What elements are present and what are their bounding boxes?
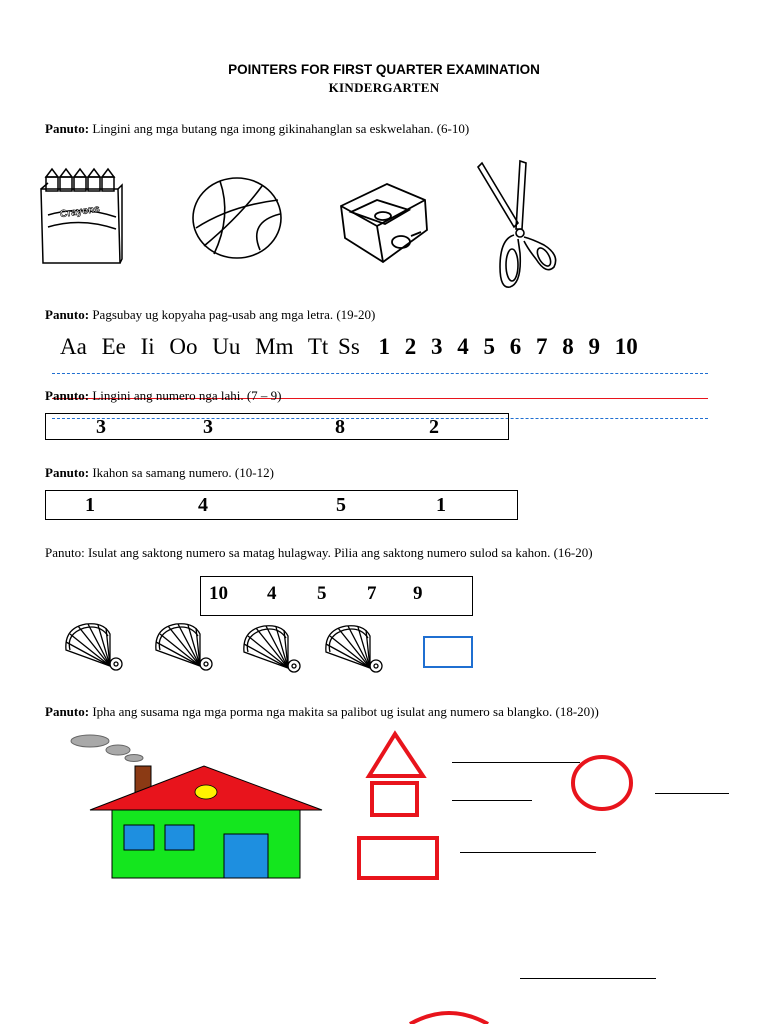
instruction-label: Panuto: xyxy=(45,465,90,480)
answer-blank[interactable] xyxy=(452,762,580,763)
rectangle-icon xyxy=(359,838,437,878)
fan-icon xyxy=(240,622,306,676)
number: 5 xyxy=(317,583,327,604)
instruction-label: Panuto: xyxy=(45,388,90,403)
crayons-box-icon xyxy=(36,163,126,267)
letter-row xyxy=(60,334,647,360)
fan-icon xyxy=(152,620,218,674)
instruction-label: Panuto: xyxy=(45,121,90,136)
number: 8 xyxy=(335,416,345,438)
page-subtitle: KINDERGARTEN xyxy=(328,80,440,95)
house-icon xyxy=(66,728,332,884)
instruction-text: Lingini ang mga butang nga imong gikinahanglan sa eskwelahan. (6-10) xyxy=(92,121,470,136)
page-title: POINTERS FOR FIRST QUARTER EXAMINATION xyxy=(228,62,540,77)
number-box-1 xyxy=(45,413,509,440)
answer-blank[interactable] xyxy=(520,978,656,979)
instruction-2 xyxy=(45,307,375,323)
triangle-icon xyxy=(369,734,423,776)
instruction-text: Ipha ang susama nga mga porma nga makita sa palibot ug isulat ang numero sa blangko. (18-20)) xyxy=(92,704,599,719)
number: 9 xyxy=(413,583,423,604)
guide-line-blue xyxy=(52,373,708,374)
number: 10 xyxy=(209,583,228,604)
letter-pair: Oo xyxy=(169,334,198,359)
instruction-1 xyxy=(45,121,469,137)
instruction-text: Pagsubay ug kopyaha pag-usab ang mga letra. (19-20) xyxy=(92,307,376,322)
letter-pair: Ss xyxy=(338,334,360,359)
number-box-2 xyxy=(45,490,518,520)
number: 3 xyxy=(96,416,106,438)
letter-pair: Ee xyxy=(101,334,126,359)
letter-pair: Uu xyxy=(212,334,241,359)
number: 4 xyxy=(267,583,277,604)
answer-blank[interactable] xyxy=(452,800,532,801)
answer-box[interactable] xyxy=(423,636,473,668)
digit-row: 1 2 3 4 5 6 7 8 9 10 xyxy=(378,334,638,359)
letter-pair: Tt xyxy=(307,334,329,359)
letter-pair: Mm xyxy=(255,334,294,359)
instruction-label: Panuto: xyxy=(45,704,90,719)
crayons-label: Crayons xyxy=(59,203,101,221)
letter-pair: Ii xyxy=(140,334,155,359)
sharpener-icon xyxy=(337,180,435,266)
answer-blank[interactable] xyxy=(655,793,729,794)
basketball-icon xyxy=(190,176,284,260)
scissors-icon xyxy=(470,157,566,291)
instruction-5: Panuto: Isulat ang saktong numero sa matag hulagway. Pilia ang saktong numero sulod sa kahon. (16-20) xyxy=(45,545,593,560)
number: 2 xyxy=(429,416,439,438)
instruction-text: Lingini ang numero nga lahi. (7 – 9) xyxy=(92,388,282,403)
shape-group xyxy=(355,728,445,884)
number: 7 xyxy=(367,583,377,604)
instruction-3 xyxy=(45,388,282,404)
number: 4 xyxy=(198,494,208,516)
number-choice-box xyxy=(200,576,473,616)
instruction-label: Panuto: xyxy=(45,307,90,322)
fan-icon xyxy=(62,620,128,674)
number: 1 xyxy=(436,494,446,516)
square-icon xyxy=(372,783,417,815)
letter-pair: Aa xyxy=(60,334,87,359)
circle-icon xyxy=(404,1010,494,1024)
fan-icon xyxy=(322,622,388,676)
number: 1 xyxy=(85,494,95,516)
number: 3 xyxy=(203,416,213,438)
instruction-6 xyxy=(45,704,599,720)
instruction-4 xyxy=(45,465,274,481)
instruction-text: Ikahon sa samang numero. (10-12) xyxy=(92,465,274,480)
number: 5 xyxy=(336,494,346,516)
answer-blank[interactable] xyxy=(460,852,596,853)
